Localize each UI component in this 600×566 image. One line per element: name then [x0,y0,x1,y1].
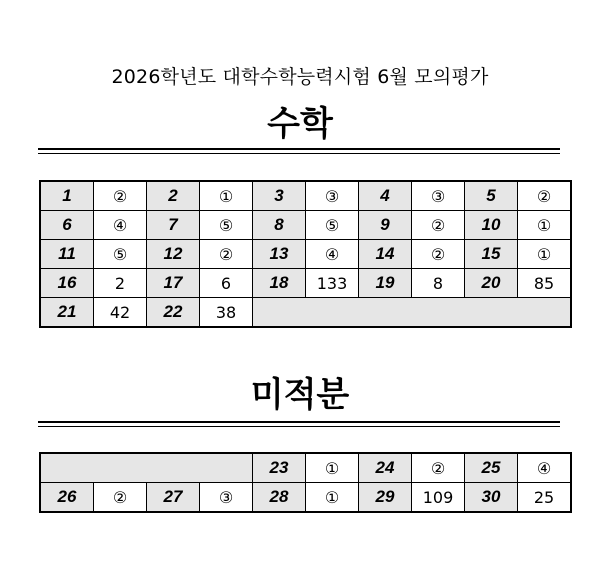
question-number: 16 [40,269,94,298]
answer-value: 2 [94,269,147,298]
answer-value: ⑤ [94,240,147,269]
question-number: 30 [465,483,518,513]
question-number: 29 [359,483,412,513]
exam-title: 2026학년도 대학수학능력시험 6월 모의평가 [111,66,489,88]
answer-value: ④ [306,240,359,269]
answer-value: ① [518,211,572,240]
answer-value: 109 [412,483,465,513]
question-number: 1 [40,181,94,211]
answer-value: 42 [94,298,147,328]
answer-value: 133 [306,269,359,298]
question-number: 10 [465,211,518,240]
question-number: 25 [465,453,518,483]
question-number: 5 [465,181,518,211]
answer-value: ① [518,240,572,269]
question-number: 28 [253,483,306,513]
question-number: 17 [147,269,200,298]
table-row [40,240,571,269]
question-number: 4 [359,181,412,211]
question-number: 19 [359,269,412,298]
answer-value: ② [412,211,465,240]
answer-value: ③ [412,181,465,211]
answer-value: ③ [200,483,253,513]
section-title-math: 수학 [267,104,333,144]
question-number: 21 [40,298,94,328]
answer-value: ② [412,453,465,483]
question-number: 14 [359,240,412,269]
title-divider [38,148,560,154]
question-number: 12 [147,240,200,269]
answer-value: ② [94,181,147,211]
question-number: 26 [40,483,94,513]
table-row [40,211,571,240]
table-row [40,453,571,483]
question-number: 3 [253,181,306,211]
question-number: 23 [253,453,306,483]
table-row [40,298,571,328]
answer-value: ② [200,240,253,269]
question-number: 8 [253,211,306,240]
section-title-calculus: 미적분 [250,375,350,415]
answer-value: ① [306,483,359,513]
answer-value: 85 [518,269,572,298]
answer-value: ③ [306,181,359,211]
question-number: 27 [147,483,200,513]
answer-value: ② [518,181,572,211]
question-number: 22 [147,298,200,328]
question-number: 9 [359,211,412,240]
question-number: 6 [40,211,94,240]
answer-value: 38 [200,298,253,328]
question-number: 20 [465,269,518,298]
answer-value: 6 [200,269,253,298]
answer-value: ① [200,181,253,211]
question-number: 13 [253,240,306,269]
table-row [40,483,571,513]
question-number: 7 [147,211,200,240]
question-number: 2 [147,181,200,211]
answer-value: 25 [518,483,572,513]
answer-value: ⑤ [200,211,253,240]
answer-value: ⑤ [306,211,359,240]
answer-value: ④ [518,453,572,483]
question-number: 15 [465,240,518,269]
answer-table-calculus [39,452,572,513]
answer-value: ④ [94,211,147,240]
answer-value: 8 [412,269,465,298]
answer-value: ② [412,240,465,269]
question-number: 24 [359,453,412,483]
table-row [40,181,571,211]
answer-value: ② [94,483,147,513]
question-number: 11 [40,240,94,269]
title-divider [38,421,560,427]
answer-value: ① [306,453,359,483]
answer-table-math [39,180,572,328]
question-number: 18 [253,269,306,298]
empty-cell [253,298,572,328]
table-row [40,269,571,298]
empty-cell [40,453,253,483]
